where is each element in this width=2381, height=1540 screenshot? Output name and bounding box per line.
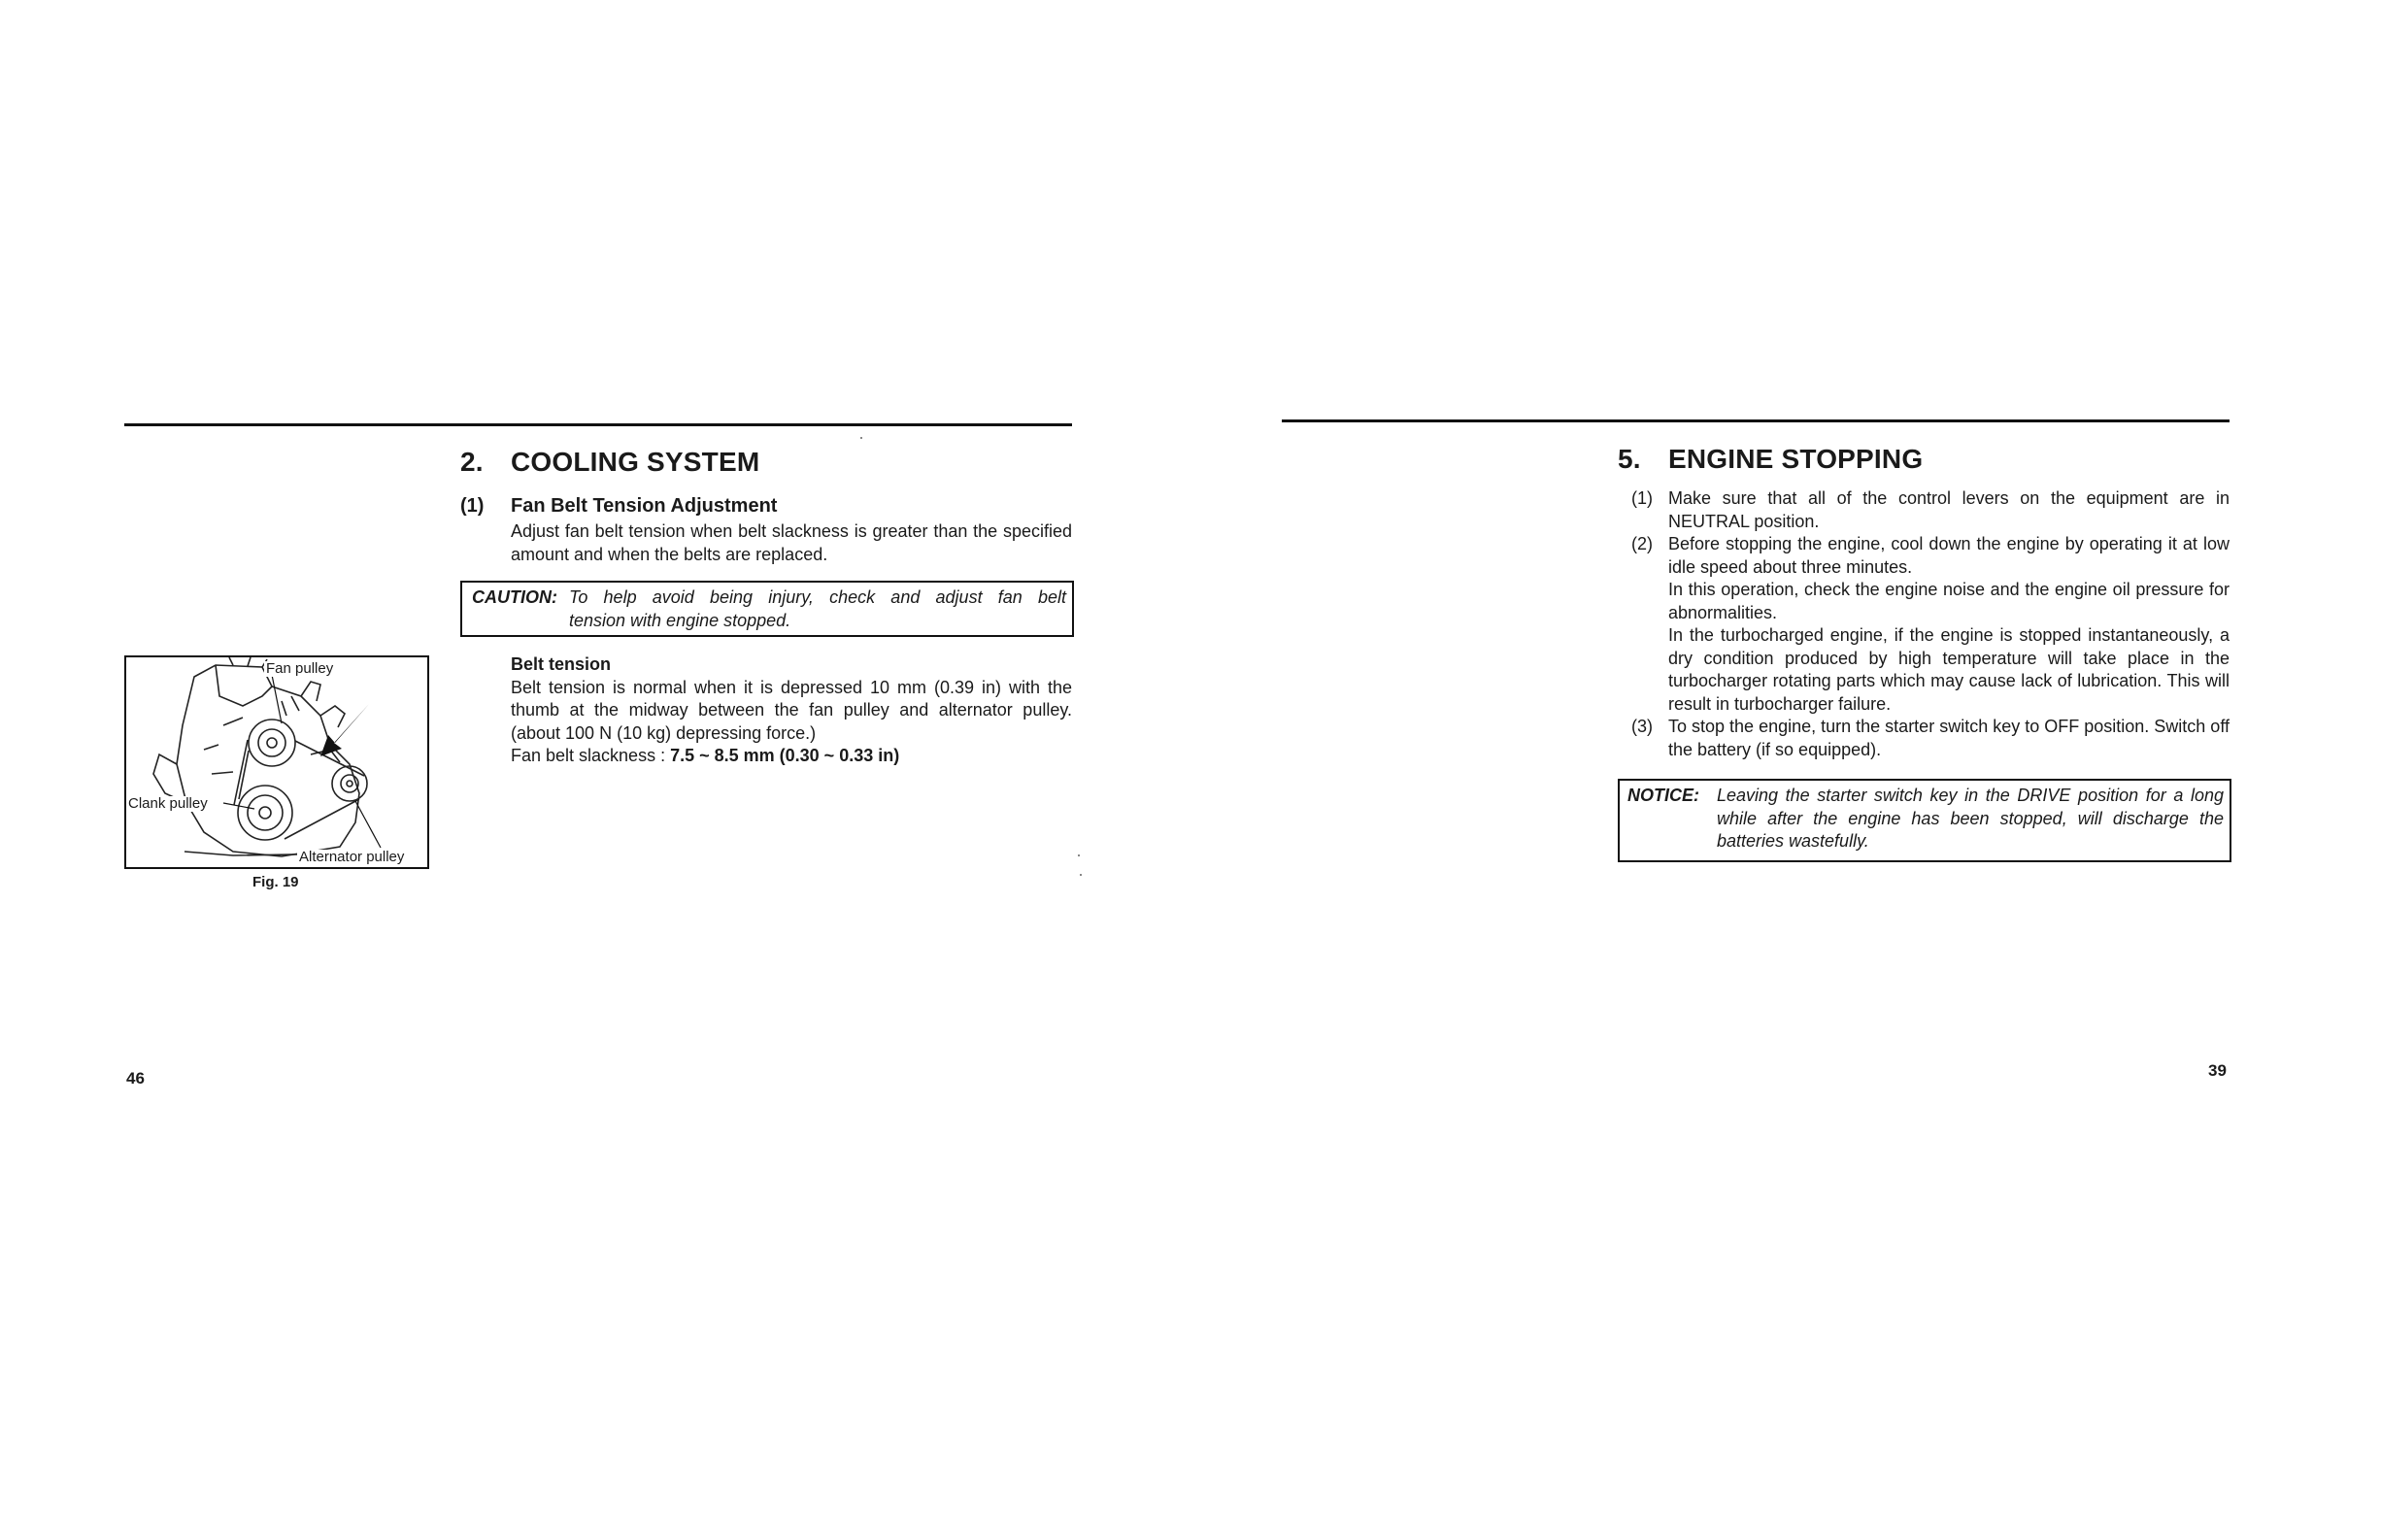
- step-2-mark: (2): [1631, 534, 1653, 553]
- right-section-heading: [1618, 444, 1923, 475]
- belt-tension-block: [511, 653, 1072, 768]
- step-2-text-b: In this operation, check the engine noise and the engine oil pressure for abnormalities.: [1668, 580, 2230, 622]
- section-number: 2.: [460, 447, 484, 477]
- step-1-text: Make sure that all of the control levers on the equipment are in NEUTRAL position.: [1668, 488, 2230, 531]
- step-2-text-a: Before stopping the engine, cool down the engine by operating it at low idle speed about three minutes.: [1668, 534, 2230, 577]
- step-2: [1618, 533, 2230, 716]
- figure-caption: Fig. 19: [252, 874, 299, 890]
- slackness-value: 7.5 ~ 8.5 mm (0.30 ~ 0.33 in): [670, 746, 900, 765]
- caution-text-line1: To help avoid being injury, check and adjust fan belt: [569, 587, 1066, 607]
- belt-tension-text: Belt tension is normal when it is depressed 10 mm (0.39 in) with the thumb at the midway between the fan pulley and alternator pulley. (about 100 N (10 kg) depressing force.): [511, 677, 1072, 743]
- slackness-label: Fan belt slackness :: [511, 746, 671, 765]
- notice-label: NOTICE:: [1627, 786, 1699, 805]
- right-page-number: 39: [2208, 1061, 2227, 1080]
- left-top-rule: [124, 423, 1072, 426]
- step-2-text-c: In the turbocharged engine, if the engine is stopped instantaneously, a dry condition produced by high temperature will take place in the turbocharger rotating parts which may cause lack of lubrication. This will result in turbocharger failure.: [1668, 625, 2230, 714]
- step-3-mark: (3): [1631, 717, 1653, 736]
- section-number: 5.: [1618, 444, 1641, 474]
- engine-illustration: [126, 657, 427, 867]
- step-3: [1618, 716, 2230, 761]
- fan-pulley-label: Fan pulley: [266, 660, 334, 677]
- subsection-number: (1): [460, 495, 485, 517]
- caution-box: [460, 581, 1074, 637]
- fig-19: [124, 655, 429, 869]
- step-1-mark: (1): [1631, 488, 1653, 508]
- left-section-heading: [460, 447, 759, 478]
- scan-speck: [860, 437, 862, 439]
- scan-speck: [1078, 854, 1080, 856]
- notice-box: [1618, 779, 2231, 862]
- scan-speck: [1080, 874, 1082, 876]
- alternator-pulley-label: Alternator pulley: [299, 849, 405, 865]
- right-top-rule: [1282, 419, 2230, 422]
- subsection-heading: [460, 495, 777, 518]
- left-page-number: 46: [126, 1069, 145, 1088]
- subsection-title: Fan Belt Tension Adjustment: [511, 495, 778, 517]
- slackness-line: [511, 745, 1072, 768]
- step-3-text: To stop the engine, turn the starter switch key to OFF position. Switch off the battery (if so equipped).: [1668, 717, 2230, 759]
- intro-paragraph: Adjust fan belt tension when belt slackness is greater than the specified amount and when the belts are replaced.: [511, 521, 1072, 564]
- step-1: [1618, 487, 2230, 533]
- caution-label: CAUTION:: [472, 587, 557, 607]
- section-title: ENGINE STOPPING: [1668, 444, 1924, 474]
- belt-tension-heading: Belt tension: [511, 654, 612, 674]
- crank-pulley-label: Clank pulley: [128, 795, 208, 812]
- notice-text: Leaving the starter switch key in the DRIVE position for a long while after the engine has been stopped, will discharge the batteries wastefully.: [1717, 786, 2224, 851]
- stopping-steps-list: [1618, 487, 2230, 761]
- caution-text-line2: tension with engine stopped.: [569, 610, 791, 630]
- section-title: COOLING SYSTEM: [511, 447, 760, 477]
